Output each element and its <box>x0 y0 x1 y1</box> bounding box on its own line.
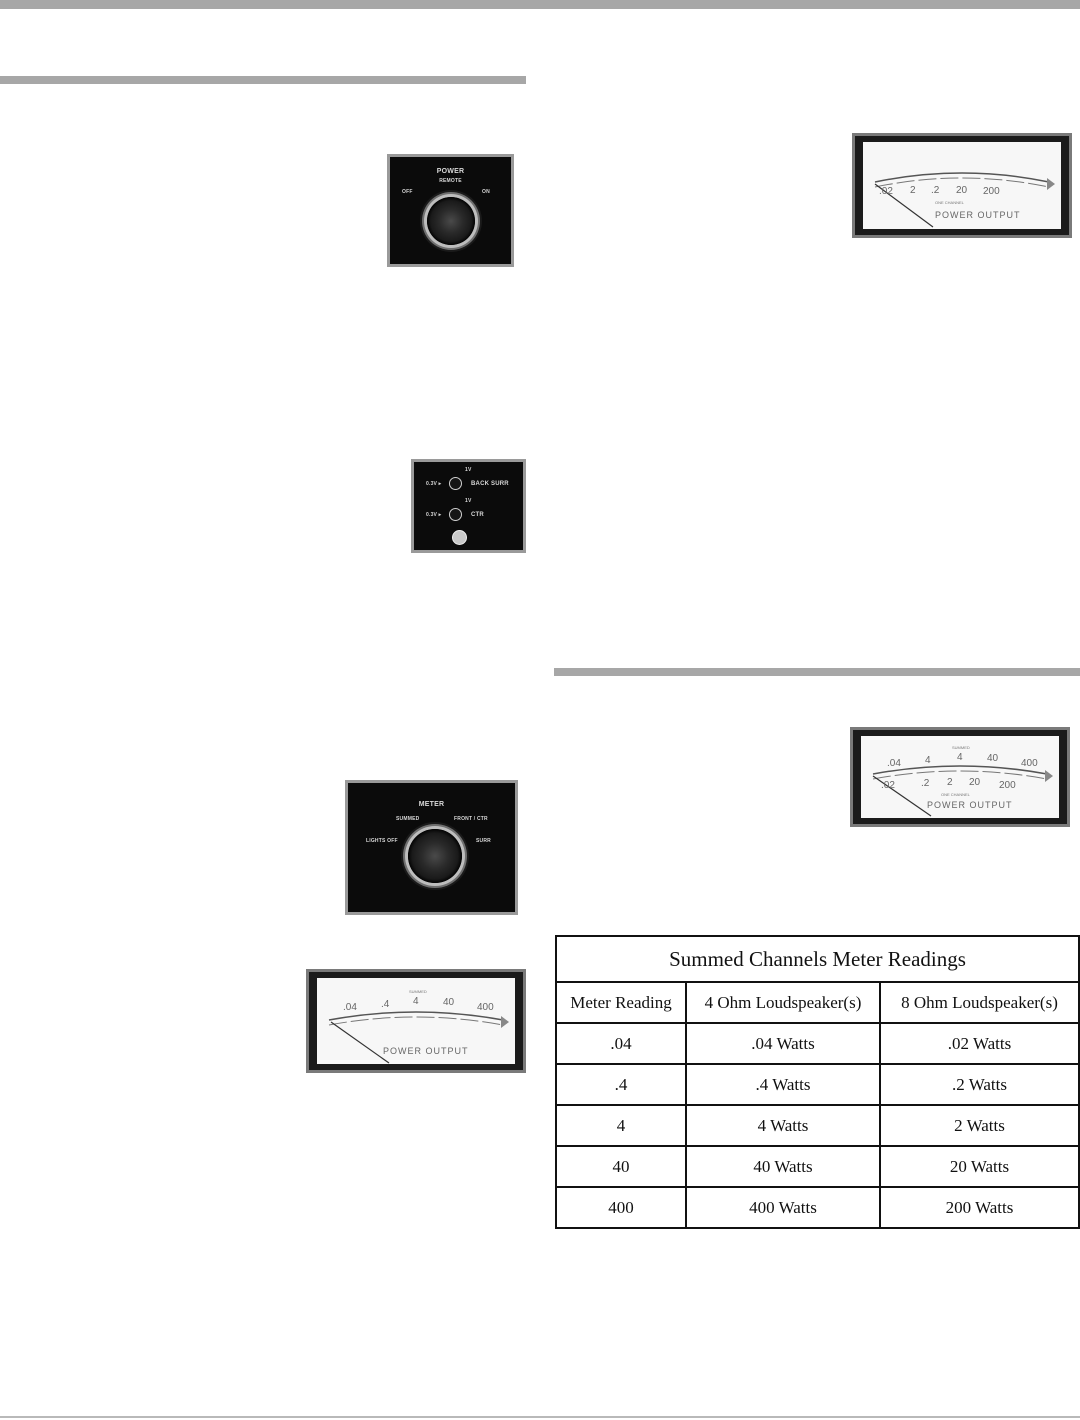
scale-label: .4 <box>381 999 390 1010</box>
scale-label: .2 <box>931 185 940 196</box>
column-header: 8 Ohm Loudspeaker(s) <box>880 982 1079 1023</box>
meter-face <box>861 736 1059 818</box>
table-cell: 4 <box>556 1105 686 1146</box>
scale-label: 40 <box>443 997 455 1008</box>
jack-tag-1: 1V <box>465 467 472 473</box>
table-row <box>556 1187 1079 1228</box>
bottom-rule <box>0 1416 1080 1418</box>
scale-label: 20 <box>956 185 968 196</box>
scale-label: 2 <box>910 185 916 196</box>
scale-label: 400 <box>477 1002 494 1013</box>
scale-label: 200 <box>983 186 1000 197</box>
meter-power-output-label: POWER OUTPUT <box>935 210 1021 220</box>
meter-face <box>317 978 515 1064</box>
column-header: Meter Reading <box>556 982 686 1023</box>
power-knob-icon <box>427 197 475 245</box>
scale-label: 40 <box>987 753 999 764</box>
power-switch-panel <box>387 154 514 267</box>
table-cell: .02 Watts <box>880 1023 1079 1064</box>
scale-label: .02 <box>879 186 893 197</box>
table-cell: 400 <box>556 1187 686 1228</box>
meter-surr-label: SURR <box>476 838 491 844</box>
meter-summed-small: SUMMED <box>409 989 427 994</box>
table-caption: Summed Channels Meter Readings <box>556 936 1079 982</box>
jack-tag-2: 1V <box>465 498 472 504</box>
table-cell: .4 Watts <box>686 1064 880 1105</box>
logo-badge-icon <box>452 530 467 545</box>
ctr-jack-icon <box>449 508 462 521</box>
table-row <box>556 1064 1079 1105</box>
scale-label: 4 <box>957 752 963 763</box>
jack-level-2: 0.3V ▸ <box>426 512 442 518</box>
meter-power-output-label: POWER OUTPUT <box>383 1046 469 1056</box>
meter-face <box>863 142 1061 229</box>
table-cell: .04 Watts <box>686 1023 880 1064</box>
meter-lights-off-label: LIGHTS OFF <box>366 838 398 844</box>
scale-label: 2 <box>947 777 953 788</box>
table-cell: .2 Watts <box>880 1064 1079 1105</box>
table-row <box>556 1105 1079 1146</box>
meter-title: METER <box>418 801 445 808</box>
jack-label-back-surr: BACK SURR <box>471 481 509 487</box>
power-remote-label: REMOTE <box>439 178 462 184</box>
scale-label: .04 <box>343 1002 357 1013</box>
table-cell: 40 Watts <box>686 1146 880 1187</box>
power-on-label: ON <box>482 189 490 195</box>
meter-front-label: FRONT / CTR <box>454 816 488 822</box>
power-meter-summed-left <box>306 969 526 1073</box>
scale-label: .02 <box>881 780 895 791</box>
scale-label: 20 <box>969 777 981 788</box>
scale-label: .04 <box>887 758 901 769</box>
table-row <box>556 1146 1079 1187</box>
meter-knob-icon <box>408 829 462 883</box>
table-cell: .4 <box>556 1064 686 1105</box>
table-header-row <box>556 982 1079 1023</box>
scale-label: 200 <box>999 780 1016 791</box>
scale-label: 4 <box>413 996 419 1007</box>
back-surr-jack-icon <box>449 477 462 490</box>
power-meter-one-channel <box>852 133 1072 238</box>
scale-label: .2 <box>921 778 930 789</box>
top-rule <box>0 0 1080 9</box>
section-rule-right <box>554 668 1080 676</box>
meter-power-output-label: POWER OUTPUT <box>927 800 1013 810</box>
scale-label: 4 <box>925 755 931 766</box>
column-header: 4 Ohm Loudspeaker(s) <box>686 982 880 1023</box>
jack-label-ctr: CTR <box>471 512 484 518</box>
power-off-label: OFF <box>402 189 413 195</box>
meter-small-label: ONE CHANNEL <box>941 792 970 797</box>
scale-label: 400 <box>1021 758 1038 769</box>
jack-level-1: 0.3V ▸ <box>426 481 442 487</box>
table-cell: 400 Watts <box>686 1187 880 1228</box>
meter-switch-panel <box>345 780 518 915</box>
table-cell: 20 Watts <box>880 1146 1079 1187</box>
section-rule-left <box>0 76 526 84</box>
table-cell: 4 Watts <box>686 1105 880 1146</box>
table-caption-row <box>556 936 1079 982</box>
table-cell: .04 <box>556 1023 686 1064</box>
power-title: POWER <box>436 168 465 175</box>
power-meter-summed <box>850 727 1070 827</box>
summed-readings-table <box>555 935 1080 1229</box>
meter-summed-small: SUMMED <box>952 745 970 750</box>
table-cell: 200 Watts <box>880 1187 1079 1228</box>
table-cell: 2 Watts <box>880 1105 1079 1146</box>
meter-summed-label: SUMMED <box>396 816 420 822</box>
table-row <box>556 1023 1079 1064</box>
table-cell: 40 <box>556 1146 686 1187</box>
meter-small-label: ONE CHANNEL <box>935 200 964 205</box>
input-jack-panel <box>411 459 526 553</box>
